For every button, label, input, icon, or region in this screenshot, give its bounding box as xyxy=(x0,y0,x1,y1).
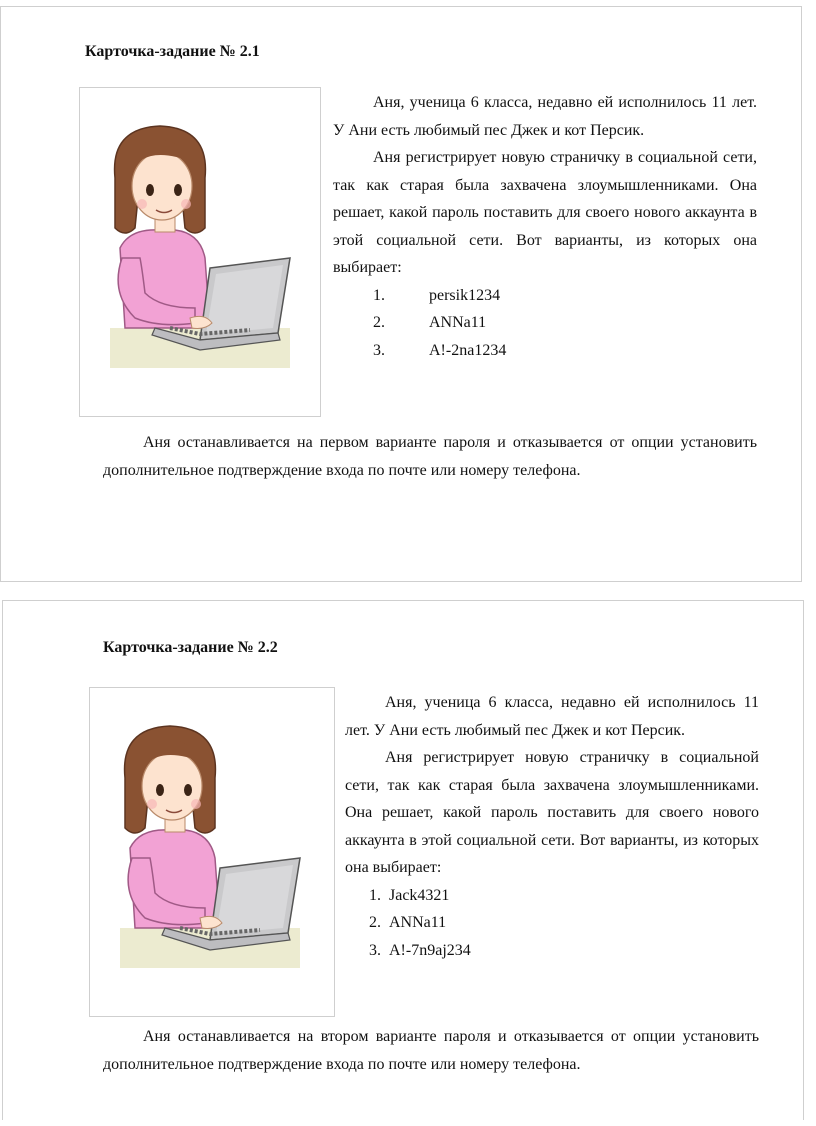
task-paragraph: Аня регистрирует новую страничку в социальной сети, так как старая была захвачена злоумышленниками. Она решает, какой пароль поставить для своего нового аккаунта в этой социальной сети. Вот варианты, из которых она выбирает: xyxy=(333,149,757,276)
intro-paragraph: Аня, ученица 6 класса, недавно ей исполнилось 11 лет. У Ани есть любимый пес Джек и кот Персик. xyxy=(333,94,757,139)
password-options xyxy=(333,282,757,365)
list-item: 2. ANNa11 xyxy=(373,314,487,331)
illustration-frame xyxy=(89,687,335,1017)
list-item: 2. ANNa11 xyxy=(369,914,447,931)
illustration-frame xyxy=(79,87,321,417)
card-title: Карточка-задание № 2.1 xyxy=(85,43,260,60)
list-item: 3. A!-7n9aj234 xyxy=(369,941,471,959)
card-title: Карточка-задание № 2.2 xyxy=(103,639,278,656)
conclusion-paragraph: Аня останавливается на втором варианте пароля и отказывается от опции установить дополнительное подтверждение входа по почте или номеру телефона. xyxy=(103,1028,759,1073)
task-text xyxy=(345,689,759,964)
conclusion-paragraph: Аня останавливается на первом варианте пароля и отказывается от опции установить дополнительное подтверждение входа по почте или номеру телефона. xyxy=(103,434,757,479)
task-card-2 xyxy=(2,600,804,1120)
task-card-1 xyxy=(0,6,802,582)
girl-with-laptop-illustration xyxy=(110,718,310,978)
intro-paragraph: Аня, ученица 6 класса, недавно ей исполнилось 11 лет. У Ани есть любимый пес Джек и кот Персик. xyxy=(345,694,759,739)
list-item: 1. persik1234 xyxy=(373,286,501,304)
list-item: 3. A!-2na1234 xyxy=(373,341,507,359)
girl-with-laptop-illustration xyxy=(100,118,300,378)
list-item: 1. Jack4321 xyxy=(369,886,450,904)
task-paragraph: Аня регистрирует новую страничку в социальной сети, так как старая была захвачена злоумышленниками. Она решает, какой пароль поставить для своего нового аккаунта в этой социальной сети. Вот варианты, из которых она выбирает: xyxy=(345,749,759,876)
password-options xyxy=(345,882,759,965)
task-text xyxy=(333,89,757,364)
